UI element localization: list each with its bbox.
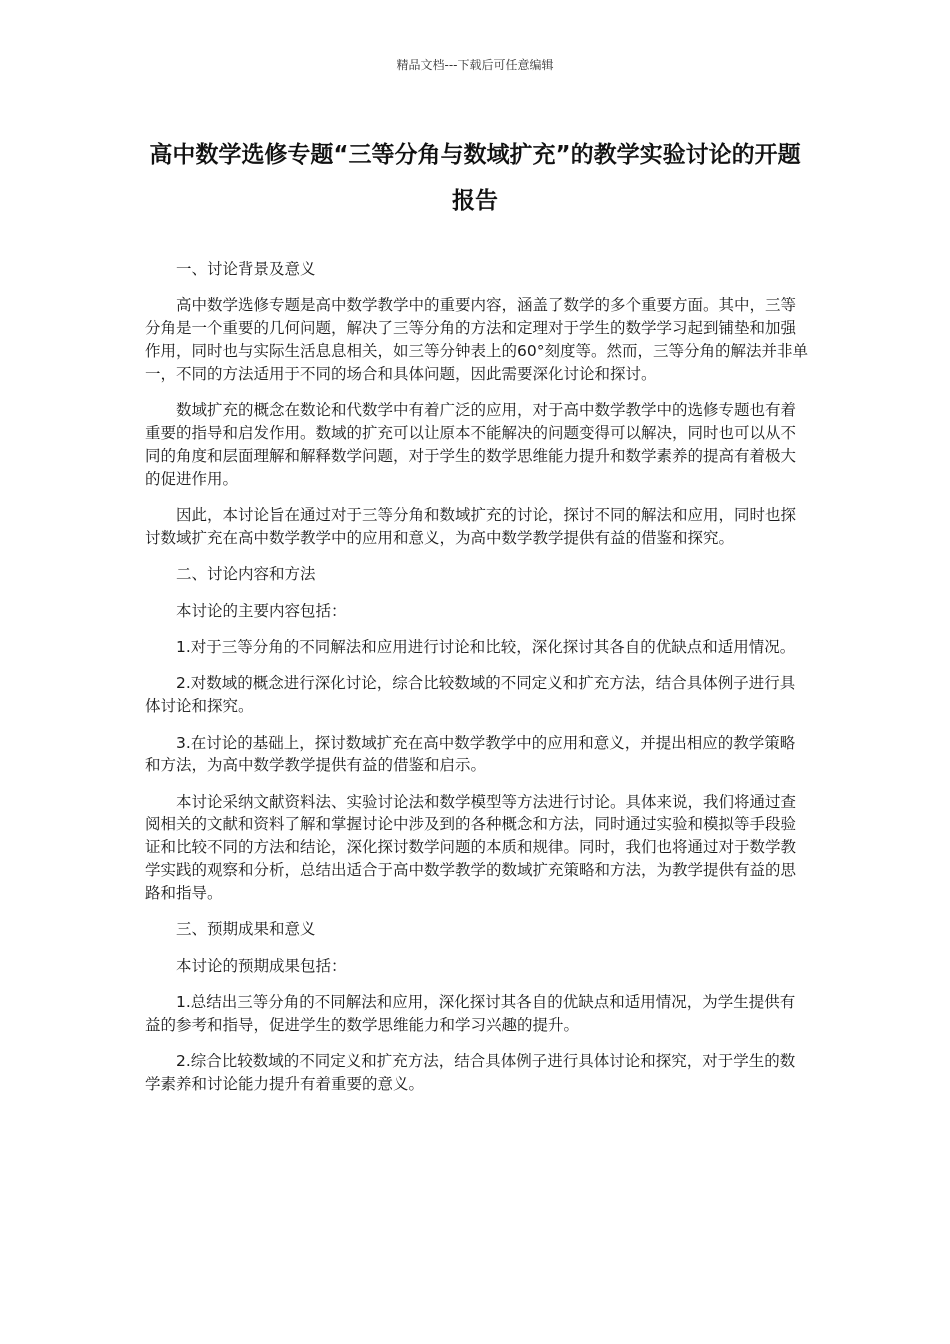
section-heading: 二、讨论内容和方法 — [176, 565, 316, 584]
list-item: 1.总结出三等分角的不同解法和应用，深化探讨其各自的优缺点和适用情况，为学生提供有益的参考和指导，促进学生的数学思维能力和学习兴趣的提升。 — [145, 993, 796, 1034]
header-note: 精品文档---下载后可任意编辑 — [396, 58, 554, 72]
document-title: 高中数学选修专题“三等分角与数域扩充”的教学实验讨论的开题报告 — [149, 142, 801, 214]
paragraph: 因此，本讨论旨在通过对于三等分角和数域扩充的讨论，探讨不同的解法和应用，同时也探讨数域扩充在高中数学教学中的应用和意义，为高中数学教学提供有益的借鉴和探究。 — [145, 505, 797, 547]
paragraph: 本讨论的主要内容包括： — [176, 601, 347, 620]
section-content-methods — [145, 563, 810, 905]
document-body — [145, 258, 810, 1109]
list-item: 1.对于三等分角的不同解法和应用进行讨论和比较，深化探讨其各自的优缺点和适用情况。 — [176, 637, 796, 656]
paragraph: 高中数学选修专题是高中数学教学中的重要内容，涵盖了数学的多个重要方面。其中，三等分角是一个重要的几何问题，解决了三等分角的方法和定理对于学生的数学学习起到铺垫和加强作用，同时也与实际生活息息相关，如三等分钟表上的60°刻度等。然而，三等分角的解法并非单一，不同的方法适用于不同的场合和具体问题，因此需要深化讨论和探讨。 — [145, 296, 808, 383]
list-item: 3.在讨论的基础上，探讨数域扩充在高中数学教学中的应用和意义，并提出相应的教学策略和方法，为高中数学教学提供有益的借鉴和启示。 — [145, 733, 796, 775]
section-heading: 三、预期成果和意义 — [176, 920, 316, 939]
section-background — [145, 258, 810, 550]
section-expected-results — [145, 918, 810, 1096]
section-heading: 一、讨论背景及意义 — [176, 260, 316, 278]
paragraph: 本讨论的预期成果包括： — [176, 956, 347, 975]
paragraph: 数域扩充的概念在数论和代数学中有着广泛的应用，对于高中数学教学中的选修专题也有着重要的指导和启发作用。数域的扩充可以让原本不能解决的问题变得可以解决，同时也可以从不同的角度和层面理解和解释数学问题，对于学生的数学思维能力提升和数学素养的提高有着极大的促进作用。 — [145, 401, 797, 488]
paragraph: 本讨论采纳文献资料法、实验讨论法和数学模型等方法进行讨论。具体来说，我们将通过查阅相关的文献和资料了解和掌握讨论中涉及到的各种概念和方法，同时通过实验和模拟等手段验证和比较不同的方法和结论，深化探讨数学问题的本质和规律。同时，我们也将通过对于数学教学实践的观察和分析，总结出适合于高中数学教学的数域扩充策略和方法，为教学提供有益的思路和指导。 — [145, 792, 797, 902]
list-item: 2.综合比较数域的不同定义和扩充方法，结合具体例子进行具体讨论和探究，对于学生的数学素养和讨论能力提升有着重要的意义。 — [145, 1052, 796, 1094]
list-item: 2.对数域的概念进行深化讨论，综合比较数域的不同定义和扩充方法，结合具体例子进行具体讨论和探究。 — [145, 674, 796, 716]
